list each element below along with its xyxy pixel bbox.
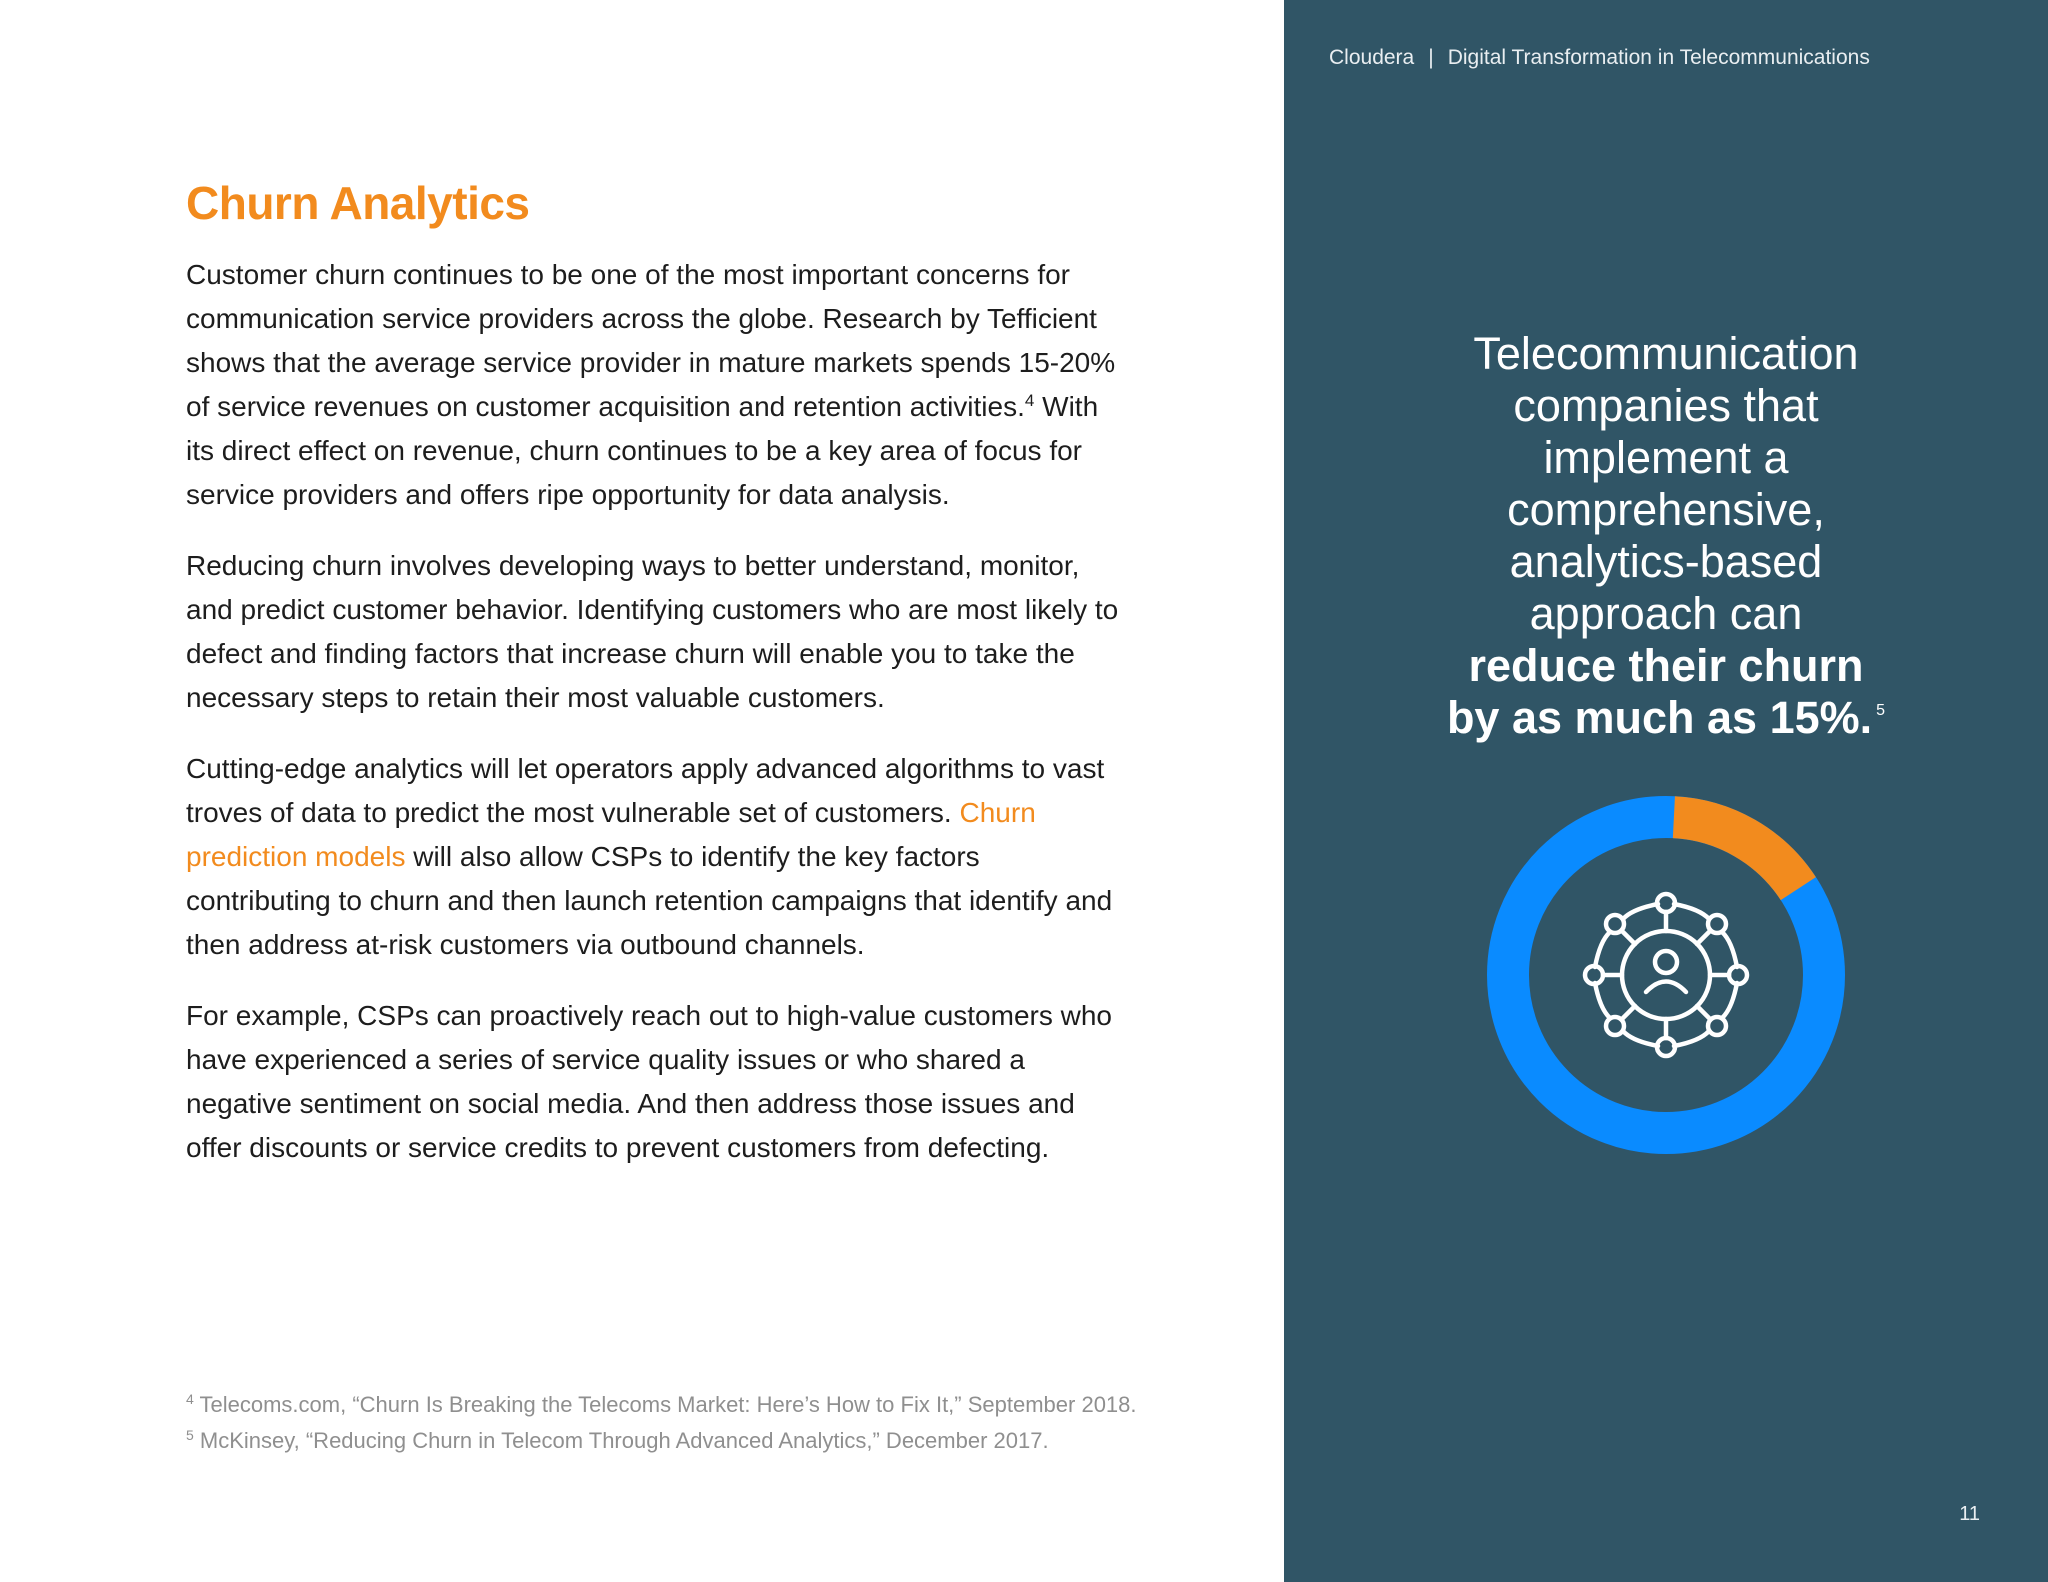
footnotes <box>186 1387 1186 1459</box>
paragraph-3-text-cont: will also allow CSPs to identify the key factors contributing to churn and then launch retention campaigns that identify and then address at-risk customers via outbound channels. <box>186 841 1113 960</box>
header-separator: | <box>1428 46 1434 69</box>
paragraph-3-text: Cutting-edge analytics will let operators apply advanced algorithms to vast troves of data to predict the most vulnerable set of customers. <box>186 753 1105 828</box>
footnote-4 <box>186 1387 1186 1423</box>
donut-highlight-segment <box>1674 817 1798 888</box>
sidebar-panel <box>1284 0 2048 1582</box>
running-header <box>1329 46 2009 70</box>
paragraph-1 <box>186 253 1131 517</box>
callout-line: analytics-based <box>1509 536 1823 587</box>
footnote-number: 5 <box>186 1427 194 1443</box>
churn-donut-chart <box>1484 793 1848 1157</box>
callout-highlight: reduce their churn <box>1468 640 1864 691</box>
callout-line: approach can <box>1529 588 1803 639</box>
body-text <box>186 253 1131 1197</box>
footnote-text: Telecoms.com, “Churn Is Breaking the Telecoms Market: Here’s How to Fix It,” September 2018. <box>193 1392 1137 1417</box>
footnote-text: McKinsey, “Reducing Churn in Telecom Through Advanced Analytics,” December 2017. <box>193 1428 1049 1453</box>
footnote-5 <box>186 1423 1186 1459</box>
paragraph-4: For example, CSPs can proactively reach out to high-value customers who have experienced a series of service quality issues or who shared a negative sentiment on social media. And then address those issues and offer discounts or service credits to prevent customers from defecting. <box>186 1000 1112 1163</box>
page-title: Churn Analytics <box>186 177 530 229</box>
customer-network-icon <box>1585 894 1747 1056</box>
callout-line: implement a <box>1543 432 1789 483</box>
brand-name: Cloudera <box>1329 46 1415 69</box>
footnote-ref-4[interactable]: 4 <box>1024 391 1035 410</box>
stat-callout <box>1384 328 1948 744</box>
document-title: Digital Transformation in Telecommunications <box>1447 46 1870 69</box>
callout-highlight-2 <box>1384 692 1948 744</box>
footnote-number: 4 <box>186 1391 194 1407</box>
callout-line: comprehensive, <box>1507 484 1825 535</box>
footnote-ref-5[interactable]: 5 <box>1876 702 1886 719</box>
callout-line: Telecommunication <box>1473 328 1859 379</box>
paragraph-3 <box>186 747 1131 967</box>
callout-line: companies that <box>1513 380 1819 431</box>
paragraph-1-text-cont: With its direct effect on revenue, churn continues to be a key area of focus for service providers and offers ripe opportunity for data analysis. <box>186 391 1099 510</box>
callout-highlight-text: by as much as 15%. <box>1446 692 1873 743</box>
churn-prediction-link[interactable]: Churn prediction models <box>186 797 1036 872</box>
paragraph-1-text: Customer churn continues to be one of the most important concerns for communication service providers across the globe. Research by Tefficient shows that the average service provider in mature markets spends 15-20% of service revenues on customer acquisition and retention activities. <box>186 259 1116 422</box>
page-number: 11 <box>1959 1503 1980 1525</box>
paragraph-2: Reducing churn involves developing ways to better understand, monitor, and predict customer behavior. Identifying customers who are most likely to defect and finding factors that increase churn will enable you to take the necessary steps to retain their most valuable customers. <box>186 550 1119 713</box>
